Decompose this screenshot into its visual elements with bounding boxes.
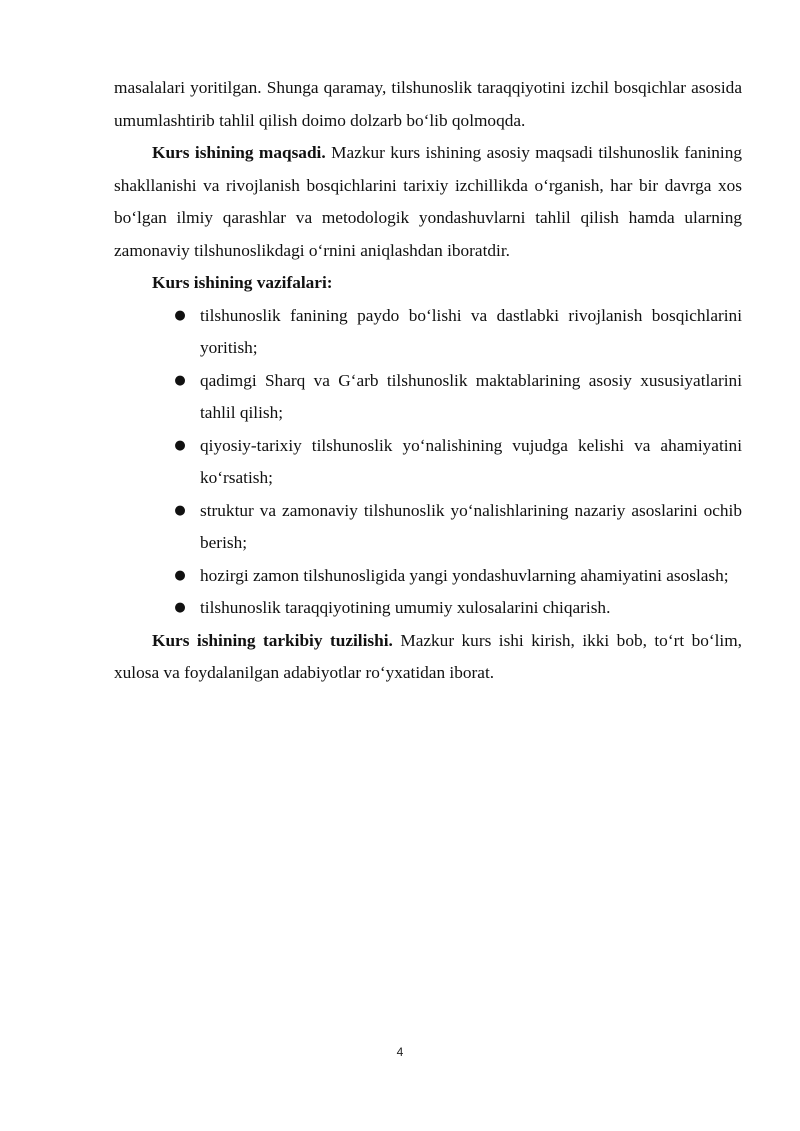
task-text: struktur va zamonaviy tilshunoslik yo‘nalishlarining nazariy asoslarini ochib berish; bbox=[200, 500, 742, 552]
bullet-icon: ● bbox=[174, 502, 186, 518]
bullet-icon: ● bbox=[174, 372, 186, 388]
continued-paragraph: masalalari yoritilgan. Shunga qaramay, tilshunoslik taraqqiyotini izchil bosqichlar asosida umumlashtirib tahlil qilish doimo dolzarb bo‘lib qolmoqda. bbox=[114, 78, 742, 130]
task-item bbox=[174, 592, 742, 625]
bullet-icon: ● bbox=[174, 600, 186, 615]
task-text: tilshunoslik taraqqiyotining umumiy xulosalarini chiqarish. bbox=[200, 598, 611, 617]
bullet-icon: ● bbox=[174, 307, 186, 323]
bullet-icon: ● bbox=[174, 567, 186, 583]
document-page bbox=[114, 72, 742, 690]
task-item bbox=[174, 300, 742, 365]
task-item bbox=[174, 365, 742, 430]
task-item bbox=[174, 560, 742, 593]
task-text: qadimgi Sharq va G‘arb tilshunoslik maktablarining asosiy xususiyatlarini tahlil qilish; bbox=[200, 370, 742, 422]
structure-paragraph bbox=[114, 625, 742, 690]
tasks-list bbox=[114, 300, 742, 625]
task-item bbox=[174, 430, 742, 495]
bullet-icon: ● bbox=[174, 437, 186, 453]
aim-paragraph bbox=[114, 137, 742, 267]
task-text: hozirgi zamon tilshunosligida yangi yondashuvlarning ahamiyatini asoslash; bbox=[200, 565, 729, 585]
page-number: 4 bbox=[396, 1045, 404, 1059]
tasks-heading: Kurs ishining vazifalari: bbox=[152, 273, 333, 292]
aim-heading: Kurs ishining maqsadi. bbox=[152, 143, 326, 162]
structure-text: Mazkur kurs ishi kirish, ikki bob, to‘rt bo‘lim, xulosa va foydalanilgan adabiyotlar ro‘yxatidan iborat. bbox=[114, 630, 742, 682]
structure-heading: Kurs ishining tarkibiy tuzilishi. bbox=[152, 630, 393, 650]
task-text: tilshunoslik fanining paydo bo‘lishi va dastlabki rivojlanish bosqichlarini yoritish; bbox=[200, 305, 742, 357]
aim-text: Mazkur kurs ishining asosiy maqsadi tilshunoslik fanining shakllanishi va rivojlanish bosqichlarini tarixiy izchillikda o‘rganish, har bir davrga xos bo‘lgan ilmiy qarashlar va metodologik yondashuvlarni tahlil qilish hamda ularning zamonaviy tilshunoslikdagi o‘rnini aniqlashdan iboratdir. bbox=[114, 143, 743, 260]
task-item bbox=[174, 495, 742, 560]
task-text: qiyosiy-tarixiy tilshunoslik yo‘nalishining vujudga kelishi va ahamiyatini ko‘rsatish; bbox=[200, 435, 742, 487]
